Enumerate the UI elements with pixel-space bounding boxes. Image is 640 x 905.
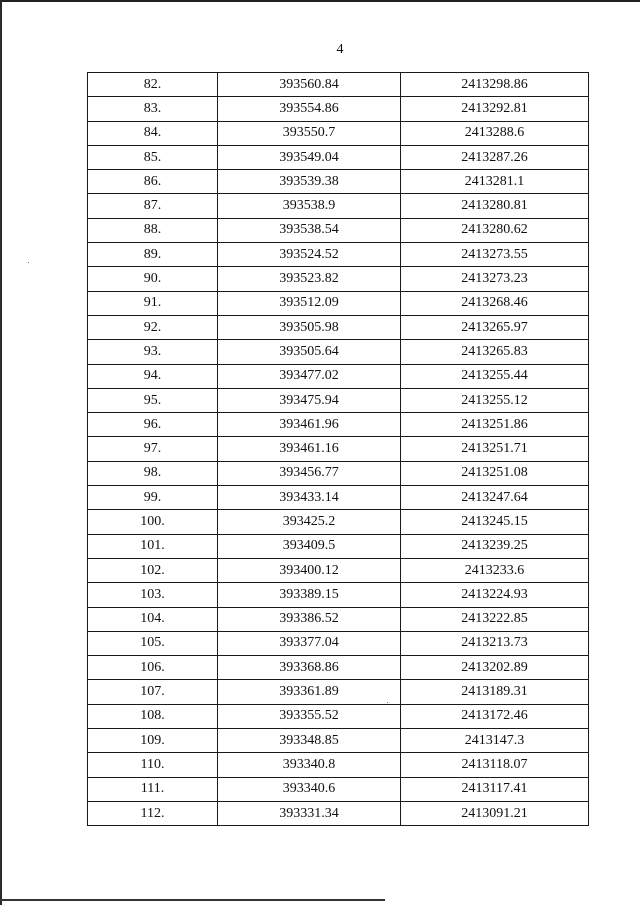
y-coordinate-cell: 2413189.31 <box>401 680 589 704</box>
point-number-cell: 97. <box>88 437 218 461</box>
table-row <box>88 364 589 388</box>
x-coordinate-cell: 393340.6 <box>218 777 401 801</box>
x-coordinate-cell: 393477.02 <box>218 364 401 388</box>
point-number-cell: 110. <box>88 753 218 777</box>
y-coordinate-cell: 2413117.41 <box>401 777 589 801</box>
point-number-cell: 89. <box>88 243 218 267</box>
x-coordinate-cell: 393331.34 <box>218 801 401 825</box>
table-row <box>88 73 589 97</box>
table-row <box>88 291 589 315</box>
y-coordinate-cell: 2413265.83 <box>401 340 589 364</box>
point-number-cell: 111. <box>88 777 218 801</box>
table-row <box>88 558 589 582</box>
table-row <box>88 145 589 169</box>
point-number-cell: 109. <box>88 729 218 753</box>
scan-border-bottom <box>0 899 385 901</box>
x-coordinate-cell: 393538.9 <box>218 194 401 218</box>
point-number-cell: 102. <box>88 558 218 582</box>
x-coordinate-cell: 393348.85 <box>218 729 401 753</box>
y-coordinate-cell: 2413268.46 <box>401 291 589 315</box>
table-row <box>88 170 589 194</box>
y-coordinate-cell: 2413255.44 <box>401 364 589 388</box>
point-number-cell: 104. <box>88 607 218 631</box>
table-row <box>88 607 589 631</box>
x-coordinate-cell: 393389.15 <box>218 583 401 607</box>
y-coordinate-cell: 2413202.89 <box>401 656 589 680</box>
table-row <box>88 753 589 777</box>
coordinates-table <box>87 72 589 826</box>
x-coordinate-cell: 393523.82 <box>218 267 401 291</box>
x-coordinate-cell: 393377.04 <box>218 631 401 655</box>
table-row <box>88 510 589 534</box>
x-coordinate-cell: 393425.2 <box>218 510 401 534</box>
table-row <box>88 243 589 267</box>
point-number-cell: 82. <box>88 73 218 97</box>
y-coordinate-cell: 2413251.08 <box>401 461 589 485</box>
x-coordinate-cell: 393456.77 <box>218 461 401 485</box>
x-coordinate-cell: 393512.09 <box>218 291 401 315</box>
table-row <box>88 315 589 339</box>
y-coordinate-cell: 2413255.12 <box>401 388 589 412</box>
x-coordinate-cell: 393550.7 <box>218 121 401 145</box>
point-number-cell: 83. <box>88 97 218 121</box>
table-row <box>88 583 589 607</box>
table-row <box>88 97 589 121</box>
table-row <box>88 121 589 145</box>
x-coordinate-cell: 393505.98 <box>218 315 401 339</box>
point-number-cell: 107. <box>88 680 218 704</box>
x-coordinate-cell: 393549.04 <box>218 145 401 169</box>
y-coordinate-cell: 2413287.26 <box>401 145 589 169</box>
y-coordinate-cell: 2413172.46 <box>401 704 589 728</box>
point-number-cell: 87. <box>88 194 218 218</box>
table-row <box>88 801 589 825</box>
x-coordinate-cell: 393355.52 <box>218 704 401 728</box>
table-row <box>88 704 589 728</box>
x-coordinate-cell: 393361.89 <box>218 680 401 704</box>
x-coordinate-cell: 393554.86 <box>218 97 401 121</box>
y-coordinate-cell: 2413213.73 <box>401 631 589 655</box>
table-row <box>88 340 589 364</box>
table-row <box>88 534 589 558</box>
y-coordinate-cell: 2413239.25 <box>401 534 589 558</box>
y-coordinate-cell: 2413233.6 <box>401 558 589 582</box>
scan-speck <box>387 702 388 703</box>
point-number-cell: 88. <box>88 218 218 242</box>
x-coordinate-cell: 393461.96 <box>218 413 401 437</box>
point-number-cell: 90. <box>88 267 218 291</box>
point-number-cell: 93. <box>88 340 218 364</box>
table-row <box>88 218 589 242</box>
y-coordinate-cell: 2413298.86 <box>401 73 589 97</box>
point-number-cell: 94. <box>88 364 218 388</box>
coordinates-table-body <box>88 73 589 826</box>
x-coordinate-cell: 393475.94 <box>218 388 401 412</box>
x-coordinate-cell: 393400.12 <box>218 558 401 582</box>
y-coordinate-cell: 2413251.86 <box>401 413 589 437</box>
scan-border-left <box>0 0 2 905</box>
point-number-cell: 100. <box>88 510 218 534</box>
point-number-cell: 95. <box>88 388 218 412</box>
table-row <box>88 631 589 655</box>
y-coordinate-cell: 2413265.97 <box>401 315 589 339</box>
x-coordinate-cell: 393505.64 <box>218 340 401 364</box>
y-coordinate-cell: 2413280.62 <box>401 218 589 242</box>
y-coordinate-cell: 2413292.81 <box>401 97 589 121</box>
point-number-cell: 106. <box>88 656 218 680</box>
y-coordinate-cell: 2413281.1 <box>401 170 589 194</box>
point-number-cell: 84. <box>88 121 218 145</box>
point-number-cell: 91. <box>88 291 218 315</box>
table-row <box>88 680 589 704</box>
y-coordinate-cell: 2413091.21 <box>401 801 589 825</box>
x-coordinate-cell: 393538.54 <box>218 218 401 242</box>
scan-speck <box>28 262 29 263</box>
table-row <box>88 388 589 412</box>
table-row <box>88 194 589 218</box>
table-row <box>88 437 589 461</box>
point-number-cell: 98. <box>88 461 218 485</box>
table-row <box>88 461 589 485</box>
point-number-cell: 103. <box>88 583 218 607</box>
table-row <box>88 729 589 753</box>
y-coordinate-cell: 2413118.07 <box>401 753 589 777</box>
y-coordinate-cell: 2413288.6 <box>401 121 589 145</box>
point-number-cell: 92. <box>88 315 218 339</box>
point-number-cell: 112. <box>88 801 218 825</box>
point-number-cell: 99. <box>88 486 218 510</box>
x-coordinate-cell: 393340.8 <box>218 753 401 777</box>
y-coordinate-cell: 2413280.81 <box>401 194 589 218</box>
x-coordinate-cell: 393524.52 <box>218 243 401 267</box>
y-coordinate-cell: 2413245.15 <box>401 510 589 534</box>
y-coordinate-cell: 2413247.64 <box>401 486 589 510</box>
x-coordinate-cell: 393433.14 <box>218 486 401 510</box>
y-coordinate-cell: 2413251.71 <box>401 437 589 461</box>
x-coordinate-cell: 393368.86 <box>218 656 401 680</box>
x-coordinate-cell: 393409.5 <box>218 534 401 558</box>
x-coordinate-cell: 393539.38 <box>218 170 401 194</box>
y-coordinate-cell: 2413273.55 <box>401 243 589 267</box>
y-coordinate-cell: 2413224.93 <box>401 583 589 607</box>
table-row <box>88 777 589 801</box>
point-number-cell: 85. <box>88 145 218 169</box>
point-number-cell: 105. <box>88 631 218 655</box>
x-coordinate-cell: 393560.84 <box>218 73 401 97</box>
y-coordinate-cell: 2413273.23 <box>401 267 589 291</box>
table-row <box>88 486 589 510</box>
point-number-cell: 86. <box>88 170 218 194</box>
scan-border-top <box>0 0 640 2</box>
point-number-cell: 108. <box>88 704 218 728</box>
x-coordinate-cell: 393461.16 <box>218 437 401 461</box>
table-row <box>88 413 589 437</box>
table-row <box>88 267 589 291</box>
y-coordinate-cell: 2413222.85 <box>401 607 589 631</box>
table-row <box>88 656 589 680</box>
x-coordinate-cell: 393386.52 <box>218 607 401 631</box>
page-number: 4 <box>336 42 344 57</box>
y-coordinate-cell: 2413147.3 <box>401 729 589 753</box>
point-number-cell: 96. <box>88 413 218 437</box>
point-number-cell: 101. <box>88 534 218 558</box>
